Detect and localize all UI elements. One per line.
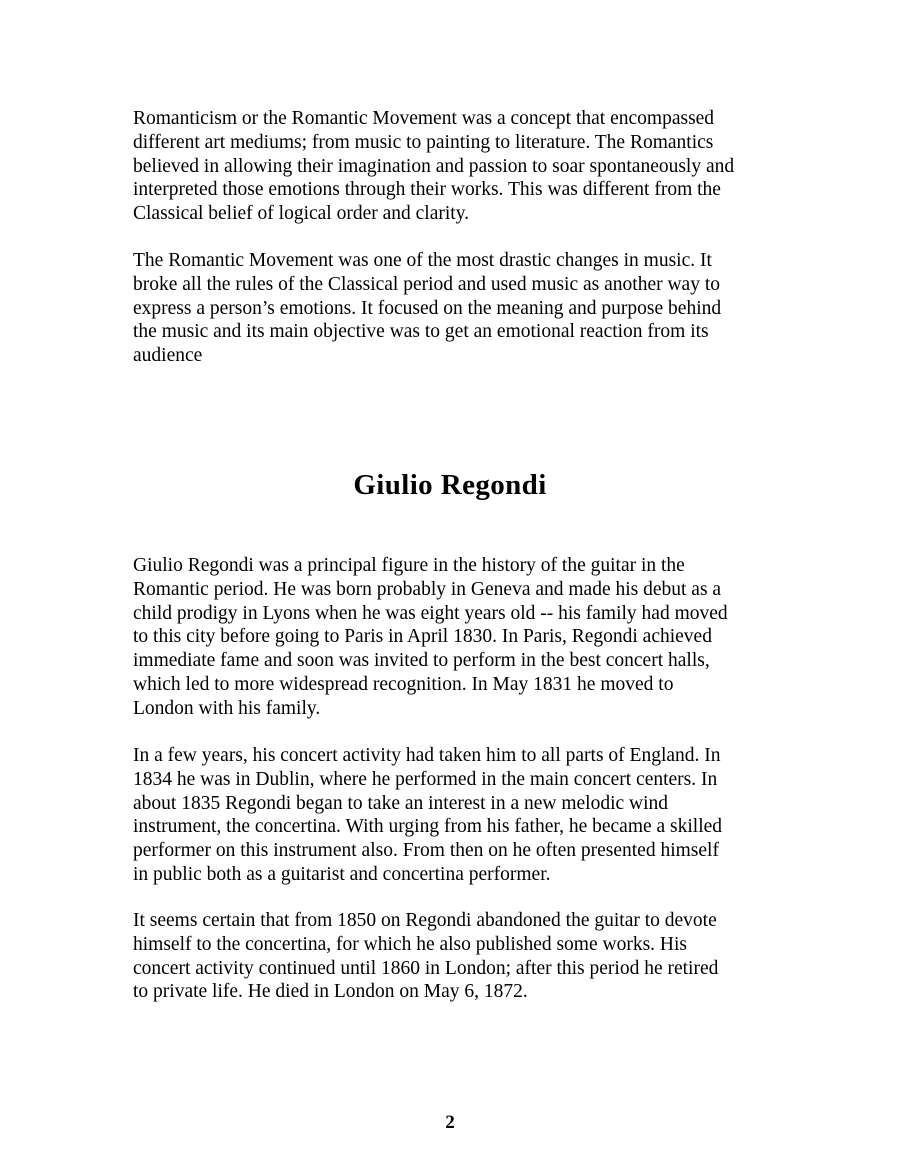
text-line: audience [133,345,203,367]
section-paragraph-3 [133,909,813,1004]
intro-paragraph-1 [133,107,813,226]
text-line: concert activity continued until 1860 in London; after this period he retired [133,957,719,979]
text-line: immediate fame and soon was invited to perform in the best concert halls, [133,650,710,672]
text-line: which led to more widespread recognition. In May 1831 he moved to [133,673,674,695]
text-line: It seems certain that from 1850 on Regondi abandoned the guitar to devote [133,910,717,931]
text-line: Romanticism or the Romantic Movement was a concept that encompassed [133,108,715,129]
text-line: instrument, the concertina. With urging from his father, he became a skilled [133,816,723,838]
section-paragraph-1 [133,554,813,721]
text-line: believed in allowing their imagination and passion to soar spontaneously and [133,155,735,177]
text-line: Classical belief of logical order and clarity. [133,203,470,225]
text-line: different art mediums; from music to painting to literature. The Romantics [133,131,714,153]
page-number: 2 [445,1112,455,1133]
text-line: interpreted those emotions through their works. This was different from the [133,179,721,201]
text-line: express a person’s emotions. It focused on the meaning and purpose behind [133,297,722,319]
section-title: Giulio Regondi [353,469,547,501]
text-line: child prodigy in Lyons when he was eight years old -- his family had moved [133,602,728,624]
text-line: to this city before going to Paris in April 1830. In Paris, Regondi achieved [133,626,712,648]
text-line: In a few years, his concert activity had taken him to all parts of England. In [133,745,721,766]
text-line: about 1835 Regondi began to take an interest in a new melodic wind [133,792,669,814]
text-line: to private life. He died in London on May 6, 1872. [133,981,528,1003]
text-line: the music and its main objective was to get an emotional reaction from its [133,321,709,343]
text-line: 1834 he was in Dublin, where he performed in the main concert centers. In [133,768,718,790]
text-line: London with his family. [133,697,321,719]
section-paragraph-2 [133,744,813,887]
text-line: in public both as a guitarist and concertina performer. [133,863,551,885]
text-line: himself to the concertina, for which he also published some works. His [133,933,688,955]
text-line: Romantic period. He was born probably in Geneva and made his debut as a [133,578,722,600]
text-line: The Romantic Movement was one of the most drastic changes in music. It [133,250,712,271]
text-line: Giulio Regondi was a principal figure in the history of the guitar in the [133,555,685,576]
intro-paragraph-2 [133,249,813,368]
text-line: broke all the rules of the Classical period and used music as another way to [133,273,720,295]
text-line: performer on this instrument also. From then on he often presented himself [133,840,719,862]
